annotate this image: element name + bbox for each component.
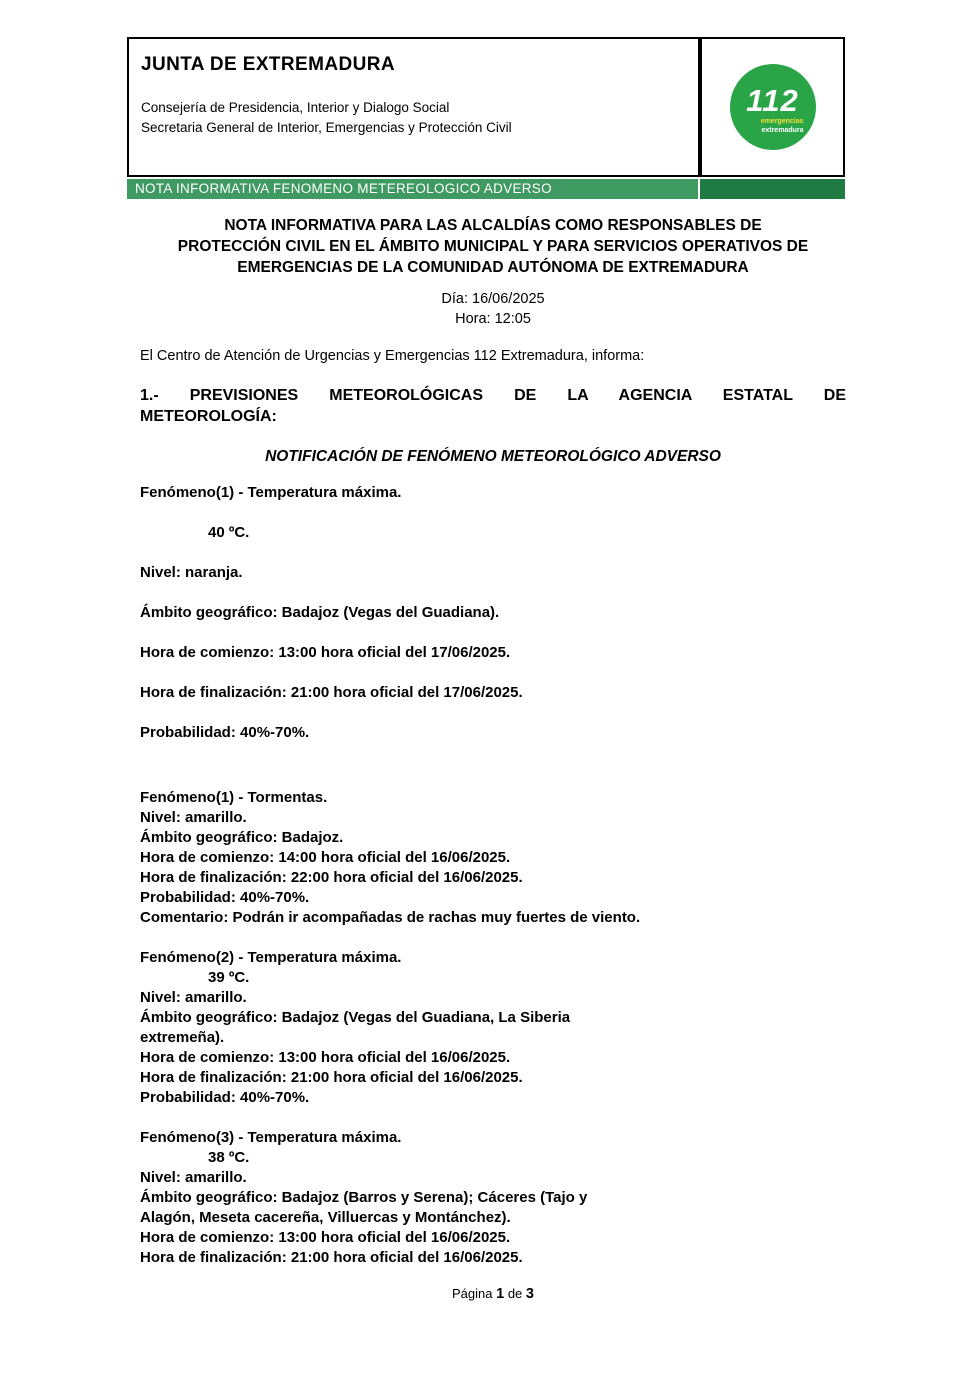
document-body bbox=[140, 215, 846, 1303]
phenomenon-line: Nivel: amarillo. bbox=[140, 989, 247, 1006]
phenomenon-line: Probabilidad: 40%-70%. bbox=[140, 1089, 310, 1106]
logo-number: 112 bbox=[746, 82, 799, 118]
page-footer bbox=[140, 1285, 846, 1303]
title-line-2: PROTECCIÓN CIVIL EN EL ÁMBITO MUNICIPAL Y PARA SERVICIOS OPERATIVOS DE bbox=[177, 238, 809, 255]
header bbox=[127, 37, 845, 177]
phenomenon-line: Comentario: Podrán ir acompañadas de rachas muy fuertes de viento. bbox=[140, 909, 641, 926]
section-heading-line-1: 1.- PREVISIONES METEOROLÓGICAS DE LA AGENCIA ESTATAL DE bbox=[140, 387, 846, 404]
phenomenon-line: Ámbito geográfico: Badajoz (Vegas del Guadiana). bbox=[140, 604, 500, 621]
phenomenon-value-line: 38 ºC. bbox=[208, 1149, 250, 1166]
phenomenon-block-4 bbox=[140, 1128, 846, 1268]
date-line: Día: 16/06/2025 bbox=[441, 291, 545, 307]
phenomenon-line: Fenómeno(3) - Temperatura máxima. bbox=[140, 1129, 402, 1146]
phenomenon-line: Ámbito geográfico: Badajoz (Barros y Serena); Cáceres (Tajo y bbox=[140, 1189, 588, 1206]
title-line-3: EMERGENCIAS DE LA COMUNIDAD AUTÓNOMA DE EXTREMADURA bbox=[237, 259, 749, 276]
logo-box bbox=[700, 37, 845, 177]
phenomenon-line: Fenómeno(1) - Temperatura máxima. bbox=[140, 484, 402, 501]
phenomenon-line: Fenómeno(1) - Tormentas. bbox=[140, 789, 328, 806]
phenomenon-block-2 bbox=[140, 788, 846, 928]
footer-total-pages: 3 bbox=[525, 1286, 534, 1302]
phenomenon-line: Hora de finalización: 22:00 hora oficial del 16/06/2025. bbox=[140, 869, 523, 886]
phenomenon-line: Nivel: amarillo. bbox=[140, 1169, 247, 1186]
phenomenon-line: Hora de finalización: 21:00 hora oficial del 16/06/2025. bbox=[140, 1249, 523, 1266]
time-line: Hora: 12:05 bbox=[455, 311, 531, 327]
dept-line-2: Secretaria General de Interior, Emergencias y Protección Civil bbox=[141, 120, 512, 136]
phenomenon-line: extremeña). bbox=[140, 1029, 225, 1046]
banner bbox=[127, 179, 698, 199]
section-heading bbox=[140, 385, 846, 427]
phenomenon-line: Ámbito geográfico: Badajoz. bbox=[140, 829, 344, 846]
banner-right-segment bbox=[700, 179, 845, 199]
dept-lines bbox=[141, 98, 688, 139]
phenomenon-line: Probabilidad: 40%-70%. bbox=[140, 889, 310, 906]
phenomenon-line: Alagón, Meseta cacereña, Villuercas y Montánchez). bbox=[140, 1209, 511, 1226]
footer-page-number: 1 bbox=[496, 1286, 505, 1302]
title-line-1: NOTA INFORMATIVA PARA LAS ALCALDÍAS COMO RESPONSABLES DE bbox=[224, 217, 762, 234]
phenomenon-value-line: 39 ºC. bbox=[208, 969, 250, 986]
banner-row bbox=[127, 179, 845, 199]
phenomenon-line: Hora de finalización: 21:00 hora oficial del 16/06/2025. bbox=[140, 1069, 523, 1086]
phenomenon-line: Nivel: naranja. bbox=[140, 564, 243, 581]
phenomenon-line: Ámbito geográfico: Badajoz (Vegas del Guadiana, La Siberia bbox=[140, 1009, 571, 1026]
phenomenon-line: Hora de comienzo: 14:00 hora oficial del 16/06/2025. bbox=[140, 849, 511, 866]
phenomenon-line: Probabilidad: 40%-70%. bbox=[140, 724, 310, 741]
phenomenon-line: Fenómeno(2) - Temperatura máxima. bbox=[140, 949, 402, 966]
phenomenon-line: Hora de comienzo: 13:00 hora oficial del 17/06/2025. bbox=[140, 644, 511, 661]
phenomenon-line: Hora de comienzo: 13:00 hora oficial del 16/06/2025. bbox=[140, 1229, 511, 1246]
phenomenon-line: Hora de finalización: 21:00 hora oficial del 17/06/2025. bbox=[140, 684, 523, 701]
section-heading-line-2: METEOROLOGÍA: bbox=[140, 408, 277, 425]
footer-label: Página bbox=[452, 1286, 493, 1301]
logo-label-extremadura: extremadura bbox=[761, 126, 804, 134]
intro-line: El Centro de Atención de Urgencias y Emergencias 112 Extremadura, informa: bbox=[140, 348, 645, 364]
logo-label-emergencias: emergencias bbox=[760, 117, 804, 125]
org-title: JUNTA DE EXTREMADURA bbox=[141, 54, 395, 75]
org-info-box bbox=[127, 37, 700, 177]
phenomenon-line: Hora de comienzo: 13:00 hora oficial del 16/06/2025. bbox=[140, 1049, 511, 1066]
phenomenon-block-3 bbox=[140, 948, 846, 1108]
banner-title: NOTA INFORMATIVA FENOMENO METEREOLOGICO ADVERSO bbox=[135, 181, 552, 196]
dept-line-1: Consejería de Presidencia, Interior y Dialogo Social bbox=[141, 100, 450, 115]
phenomenon-value-line: 40 ºC. bbox=[208, 524, 250, 541]
logo-sub-labels bbox=[761, 118, 804, 136]
emergency-112-logo bbox=[730, 64, 816, 150]
notice-title: NOTIFICACIÓN DE FENÓMENO METEOROLÓGICO ADVERSO bbox=[265, 448, 721, 465]
phenomenon-line: Nivel: amarillo. bbox=[140, 809, 247, 826]
footer-of-label: de bbox=[507, 1286, 523, 1301]
phenomenon-block-1 bbox=[140, 483, 846, 742]
document-title bbox=[140, 215, 846, 278]
